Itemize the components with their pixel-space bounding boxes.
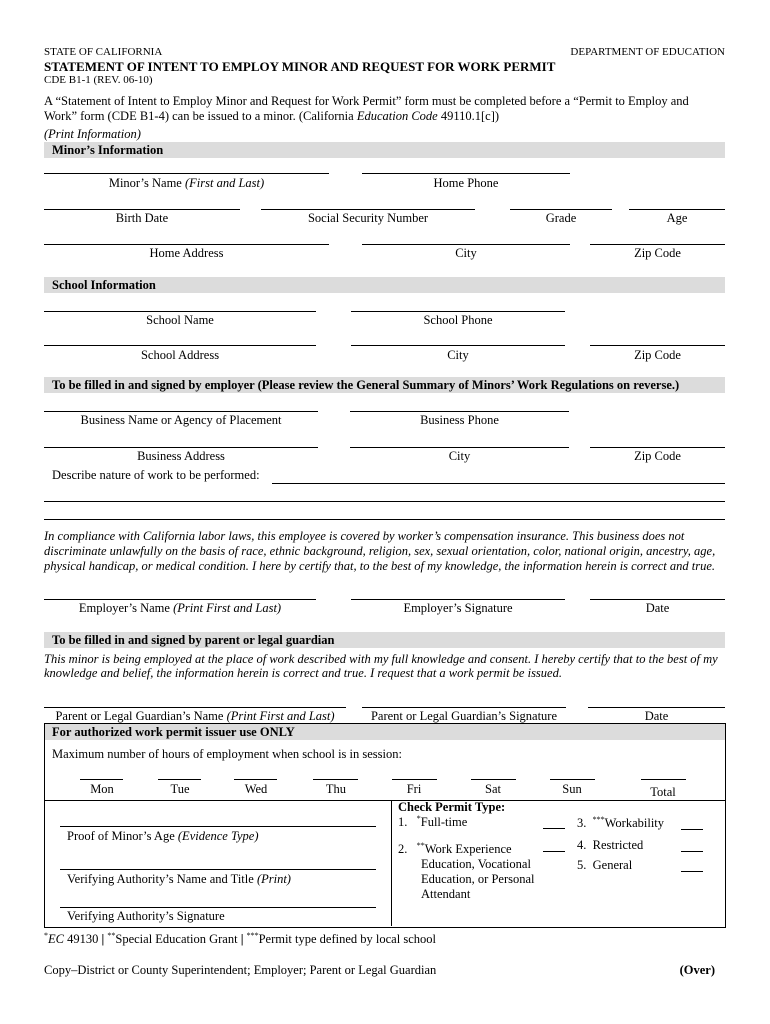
employer-signature-label: Employer’s Signature — [403, 601, 513, 615]
permit-option-work-experience: 2. **Work Experience Education, Vocational Education, or Personal Attendant — [398, 841, 535, 902]
hours-wed-field[interactable] — [234, 779, 277, 780]
intro-line-1: A “Statement of Intent to Employ Minor and Request for Work Permit” form must be completed before a “Permit to Employ and — [44, 94, 689, 108]
day-label-fri: Fri — [406, 782, 422, 796]
business-city-field[interactable] — [350, 447, 569, 448]
permit-check-work-experience[interactable] — [543, 851, 565, 852]
intro-line-2: Work” form (CDE B1-4) can be issued to a minor. (California Education Code 49110.1[c]) — [44, 109, 500, 123]
permit-option-restricted: 4. Restricted — [577, 838, 644, 852]
school-zip-label: Zip Code — [634, 348, 681, 362]
section-guardian: To be filled in and signed by parent or legal guardian — [44, 632, 725, 648]
school-name-label: School Name — [146, 313, 214, 327]
compliance-line-2: discriminate unlawfully on the basis of race, ethnic background, religion, sex, sexual orientation, color, national origin, ancestry, age, — [44, 544, 716, 558]
business-phone-label: Business Phone — [420, 413, 499, 427]
permit-check-workability[interactable] — [681, 829, 703, 830]
school-address-field[interactable] — [44, 345, 316, 346]
copy-distribution: Copy–District or County Superintendent; Employer; Parent or Legal Guardian — [44, 963, 437, 977]
birth-date-label: Birth Date — [115, 211, 169, 225]
home-address-field[interactable] — [44, 244, 329, 245]
hours-sat-field[interactable] — [471, 779, 516, 780]
minor-name-label: Minor’s Name (First and Last) — [108, 176, 265, 190]
birth-date-field[interactable] — [44, 209, 240, 210]
school-city-label: City — [447, 348, 469, 362]
issuer-divider — [45, 800, 725, 801]
section-school-info: School Information — [44, 277, 725, 293]
guardian-consent-line-1: This minor is being employed at the place of work described with my full knowledge and consent. I hereby certify that to the best of my — [44, 652, 718, 666]
ssn-label: Social Security Number — [307, 211, 429, 225]
hours-fri-field[interactable] — [392, 779, 437, 780]
school-name-field[interactable] — [44, 311, 316, 312]
guardian-date-field[interactable] — [588, 707, 725, 708]
form-title: STATEMENT OF INTENT TO EMPLOY MINOR AND REQUEST FOR WORK PERMIT — [44, 59, 556, 74]
footnote: *EC 49130 | **Special Education Grant | ***Permit type defined by local school — [44, 931, 436, 947]
guardian-name-field[interactable] — [44, 707, 346, 708]
describe-work-field-1[interactable] — [272, 483, 725, 484]
school-phone-field[interactable] — [351, 311, 565, 312]
permit-check-fulltime[interactable] — [543, 828, 565, 829]
minor-zip-field[interactable] — [590, 244, 725, 245]
guardian-name-label: Parent or Legal Guardian’s Name (Print First and Last) — [55, 709, 335, 723]
home-address-label: Home Address — [149, 246, 224, 260]
permit-option-workability: 3. ***Workability — [577, 815, 665, 831]
hours-mon-field[interactable] — [80, 779, 123, 780]
day-label-total: Total — [650, 785, 676, 799]
verifier-signature-label: Verifying Authority’s Signature — [67, 909, 225, 923]
business-zip-field[interactable] — [590, 447, 725, 448]
hours-sun-field[interactable] — [550, 779, 595, 780]
guardian-date-label: Date — [644, 709, 669, 723]
minor-city-field[interactable] — [362, 244, 570, 245]
day-label-tue: Tue — [170, 782, 190, 796]
home-phone-label: Home Phone — [433, 176, 499, 190]
department-label: DEPARTMENT OF EDUCATION — [570, 46, 725, 58]
business-phone-field[interactable] — [350, 411, 569, 412]
day-label-wed: Wed — [244, 782, 268, 796]
section-issuer: For authorized work permit issuer use ONLY — [45, 724, 725, 740]
day-label-mon: Mon — [90, 782, 114, 796]
check-permit-type-label: Check Permit Type: — [398, 800, 506, 814]
business-name-field[interactable] — [44, 411, 318, 412]
hours-tue-field[interactable] — [158, 779, 201, 780]
employer-name-field[interactable] — [44, 599, 316, 600]
compliance-line-1: In compliance with California labor laws, this employee is covered by worker’s compensation insurance. This business does not — [44, 529, 685, 543]
describe-work-field-2[interactable] — [44, 501, 725, 502]
print-info-note: (Print Information) — [44, 127, 141, 141]
school-phone-label: School Phone — [423, 313, 493, 327]
business-name-label: Business Name or Agency of Placement — [80, 413, 282, 427]
issuer-vertical-divider — [391, 800, 392, 926]
employer-signature-field[interactable] — [351, 599, 565, 600]
describe-work-label: Describe nature of work to be performed: — [52, 468, 260, 482]
age-label: Age — [666, 211, 688, 225]
business-address-label: Business Address — [137, 449, 225, 463]
form-number: CDE B1-1 (REV. 06-10) — [44, 74, 153, 86]
section-minor-info: Minor’s Information — [44, 142, 725, 158]
describe-work-field-3[interactable] — [44, 519, 725, 520]
employer-date-label: Date — [645, 601, 670, 615]
minor-name-field[interactable] — [44, 173, 329, 174]
verifier-name-field[interactable] — [60, 869, 376, 870]
home-phone-field[interactable] — [362, 173, 570, 174]
permit-option-general: 5. General — [577, 858, 633, 872]
over-label: (Over) — [679, 963, 715, 977]
proof-age-field[interactable] — [60, 826, 376, 827]
business-city-label: City — [448, 449, 471, 463]
school-address-label: School Address — [140, 348, 220, 362]
grade-label: Grade — [545, 211, 577, 225]
compliance-line-3: physical handicap, or medical condition. I here by certify that, to the best of my knowledge, the information herein is correct and true. — [44, 559, 716, 573]
ssn-field[interactable] — [261, 209, 475, 210]
permit-option-fulltime: 1. *Full-time — [398, 814, 468, 830]
business-address-field[interactable] — [44, 447, 318, 448]
day-label-sun: Sun — [562, 782, 582, 796]
business-zip-label: Zip Code — [634, 449, 681, 463]
guardian-consent-line-2: knowledge and belief, the information herein is correct and true. I request that a work permit be issued. — [44, 666, 562, 680]
verifier-signature-field[interactable] — [60, 907, 376, 908]
max-hours-label: Maximum number of hours of employment when school is in session: — [52, 747, 402, 761]
employer-name-label: Employer’s Name (Print First and Last) — [78, 601, 282, 615]
minor-zip-label: Zip Code — [634, 246, 681, 260]
guardian-signature-label: Parent or Legal Guardian’s Signature — [370, 709, 558, 723]
proof-age-label: Proof of Minor’s Age (Evidence Type) — [67, 829, 259, 843]
guardian-signature-field[interactable] — [362, 707, 566, 708]
verifier-name-label: Verifying Authority’s Name and Title (Print) — [67, 872, 291, 886]
school-zip-field[interactable] — [590, 345, 725, 346]
grade-field[interactable] — [510, 209, 612, 210]
hours-thu-field[interactable] — [313, 779, 358, 780]
hours-total-field[interactable] — [641, 779, 686, 780]
section-employer: To be filled in and signed by employer (Please review the General Summary of Minors’ Work Regulations on reverse.) — [44, 377, 725, 393]
day-label-sat: Sat — [485, 782, 501, 796]
day-label-thu: Thu — [325, 782, 347, 796]
employer-date-field[interactable] — [590, 599, 725, 600]
permit-check-restricted[interactable] — [681, 851, 703, 852]
permit-check-general[interactable] — [681, 871, 703, 872]
state-label: STATE OF CALIFORNIA — [44, 46, 163, 58]
school-city-field[interactable] — [351, 345, 565, 346]
age-field[interactable] — [629, 209, 725, 210]
minor-city-label: City — [455, 246, 477, 260]
